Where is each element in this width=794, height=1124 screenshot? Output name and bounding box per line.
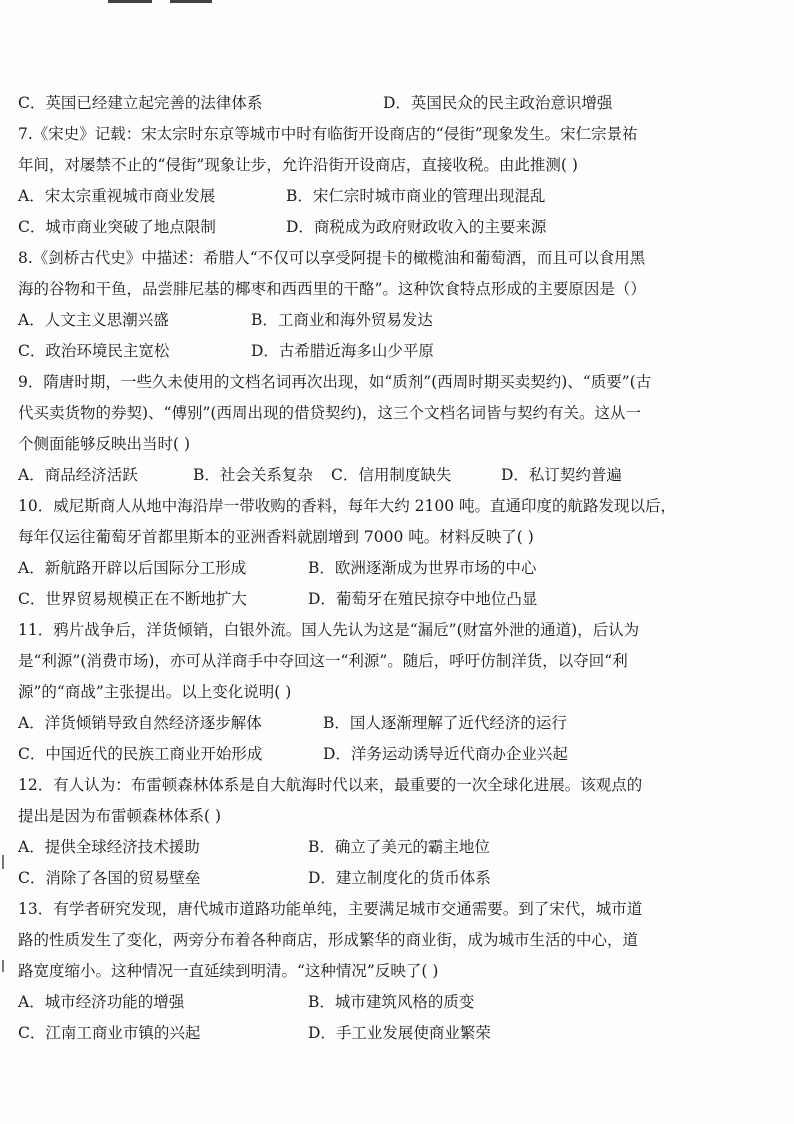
question-13 [18,894,748,1049]
question-stem-line: 11．鸦片战争后，洋货倾销，白银外流。国人先认为这是“漏卮”(财富外泄的通道)，后认为 [18,621,640,639]
question-stem-line: 路宽度缩小。这种情况一直延续到明清。“这种情况”反映了( ) [18,962,439,980]
question-stem-line: 13．有学者研究发现，唐代城市道路功能单纯，主要满足城市交通需要。到了宋代，城市道 [18,900,643,918]
option-d: D．英国民众的民主政治意识增强 [383,94,613,112]
scan-edge-mark [2,960,4,972]
question-9 [18,367,748,491]
options-row [18,553,748,584]
question-stem-line: 12．有人认为：布雷顿森林体系是自大航海时代以来，最重要的一次全球化进展。该观点的 [18,776,643,794]
question-stem-line: 9．隋唐时期，一些久未使用的文档名词再次出现，如“质剂”(西周时期买卖契约)、“质要”(古 [18,373,652,391]
option-d: D．私订契约普遍 [501,466,622,484]
option-b: B．宋仁宗时城市商业的管理出现混乱 [286,187,546,205]
option-c: C．消除了各国的贸易壁垒 [18,869,201,887]
options-row [18,832,748,863]
options-row [18,1018,748,1049]
exam-page [18,88,748,1049]
option-b: B．欧洲逐渐成为世界市场的中心 [308,559,537,577]
carryover-options [18,88,748,119]
options-row [18,212,748,243]
option-a: A．新航路开辟以后国际分工形成 [18,559,247,577]
scan-edge-mark [2,855,4,869]
options-row [18,336,748,367]
option-a: A．城市经济功能的增强 [18,993,185,1011]
question-stem-line: 10．威尼斯商人从地中海沿岸一带收购的香料，每年大约 2100 吨。直通印度的航路发现以后， [18,497,677,515]
scan-artifact-mark [170,0,212,3]
question-8 [18,243,748,367]
option-b: B．城市建筑风格的质变 [308,993,475,1011]
question-stem-line: 海的谷物和干鱼，品尝腓尼基的椰枣和西西里的干酪”。这种饮食特点形成的主要原因是（） [18,280,646,298]
question-stem-line: 7.《宋史》记载：宋太宗时东京等城市中时有临街开设商店的“侵街”现象发生。宋仁宗景祐 [18,125,638,143]
option-c: C．中国近代的民族工商业开始形成 [18,745,263,763]
options-row [18,987,748,1018]
question-stem-line: 年间，对屡禁不止的“侵街”现象让步，允许沿街开设商店，直接收税。由此推测( ) [18,156,578,174]
option-c: C．世界贸易规模正在不断地扩大 [18,590,247,608]
question-stem-line: 个侧面能够反映出当时( ) [18,435,191,453]
question-12 [18,770,748,894]
question-stem-line: 路的性质发生了变化，两旁分布着各种商店，形成繁华的商业街，成为城市生活的中心，道 [18,931,639,949]
options-row [18,863,748,894]
options-row [18,460,748,491]
question-stem-line: 是“利源”(消费市场)，亦可从洋商手中夺回这一“利源”。随后，呼吁仿制洋货，以夺回“利 [18,652,628,670]
option-d: D．商税成为政府财政收入的主要来源 [286,218,547,236]
options-row [18,305,748,336]
option-c: C．信用制度缺失 [331,466,452,484]
option-d: D．洋务运动诱导近代商办企业兴起 [323,745,568,763]
option-b: B．国人逐渐理解了近代经济的运行 [323,714,567,732]
options-row [18,181,748,212]
option-b: B．确立了美元的霸主地位 [308,838,490,856]
option-a: A．宋太宗重视城市商业发展 [18,187,216,205]
option-c: C．江南工商业市镇的兴起 [18,1024,201,1042]
option-d: D．手工业发展使商业繁荣 [308,1024,491,1042]
option-c: C．政治环境民主宽松 [18,342,170,360]
question-10 [18,491,748,615]
options-row [18,739,748,770]
options-row [18,708,748,739]
question-stem-line: 源”的“商战”主张提出。以上变化说明( ) [18,683,292,701]
option-c: C．英国已经建立起完善的法律体系 [18,94,263,112]
question-stem-line: 代买卖货物的券契)、“傅别”(西周出现的借贷契约)，这三个文档名词皆与契约有关。这从一 [18,404,641,422]
scan-artifact-mark [108,0,152,3]
question-7 [18,119,748,243]
option-a: A．提供全球经济技术援助 [18,838,200,856]
option-d: D．建立制度化的货币体系 [308,869,491,887]
question-stem-line: 每年仅运往葡萄牙首都里斯本的亚洲香料就剧增到 7000 吨。材料反映了( ) [18,528,534,546]
option-a: A．洋货倾销导致自然经济逐步解体 [18,714,262,732]
question-stem-line: 8.《剑桥古代史》中描述：希腊人“不仅可以享受阿提卡的橄榄油和葡萄酒，而且可以食用黑 [18,249,646,267]
option-a: A．人文主义思潮兴盛 [18,311,169,329]
option-b: B．工商业和海外贸易发达 [251,311,433,329]
option-a: A．商品经济活跃 [18,466,138,484]
question-stem-line: 提出是因为布雷顿森林体系( ) [18,807,222,825]
option-b: B．社会关系复杂 [193,466,313,484]
option-d: D．古希腊近海多山少平原 [251,342,434,360]
option-d: D．葡萄牙在殖民掠夺中地位凸显 [308,590,538,608]
question-11 [18,615,748,770]
option-c: C．城市商业突破了地点限制 [18,218,216,236]
options-row [18,584,748,615]
